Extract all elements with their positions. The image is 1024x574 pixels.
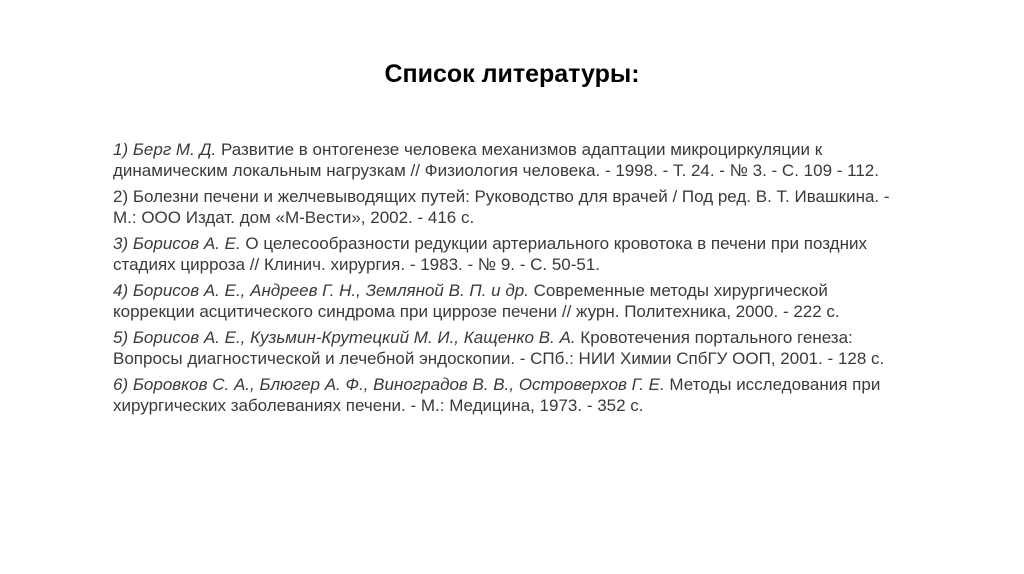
reference-authors: 3) Борисов А. Е. <box>113 234 241 253</box>
reference-list <box>113 140 913 422</box>
reference-authors: 5) Борисов А. Е., Кузьмин-Крутецкий М. И., Кащенко В. А. <box>113 328 576 347</box>
list-item <box>113 375 913 416</box>
list-item <box>113 234 913 275</box>
page-title: Список литературы: <box>384 60 640 88</box>
reference-authors: 4) Борисов А. Е., Андреев Г. Н., Земляной В. П. и др. <box>113 281 529 300</box>
list-item <box>113 187 913 228</box>
list-item <box>113 328 913 369</box>
list-item <box>113 140 913 181</box>
reference-text: Развитие в онтогенезе человека механизмов адаптации микроциркуляции к динамическим локальным нагрузкам // Физиология человека. - 1998. - Т. 24. - № 3. - С. 109 - 112. <box>113 140 879 180</box>
reference-text: 2) Болезни печени и желчевыводящих путей: Руководство для врачей / Под ред. В. Т. Ивашкина. - М.: ООО Издат. дом «М-Вести», 2002. - 416 с. <box>113 187 890 227</box>
reference-text: Методы исследования при хирургических заболеваниях печени. - М.: Медицина, 1973. - 352 с. <box>113 375 881 415</box>
reference-text: Современные методы хирургической коррекции асцитического синдрома при циррозе печени // журн. Политехника, 2000. - 222 с. <box>113 281 840 321</box>
reference-text: Кровотечения портального генеза: Вопросы диагностической и лечебной эндоскопии. - СПб.: НИИ Химии СпбГУ ООП, 2001. - 128 с. <box>113 328 885 368</box>
reference-text: О целесообразности редукции артериального кровотока в печени при поздних стадиях цирроза // Клинич. хирургия. - 1983. - № 9. - С. 50-51. <box>113 234 867 274</box>
reference-authors: 1) Берг М. Д. <box>113 140 217 159</box>
reference-authors: 6) Боровков С. А., Блюгер А. Ф., Виноградов В. В., Островерхов Г. Е. <box>113 375 665 394</box>
list-item <box>113 281 913 322</box>
